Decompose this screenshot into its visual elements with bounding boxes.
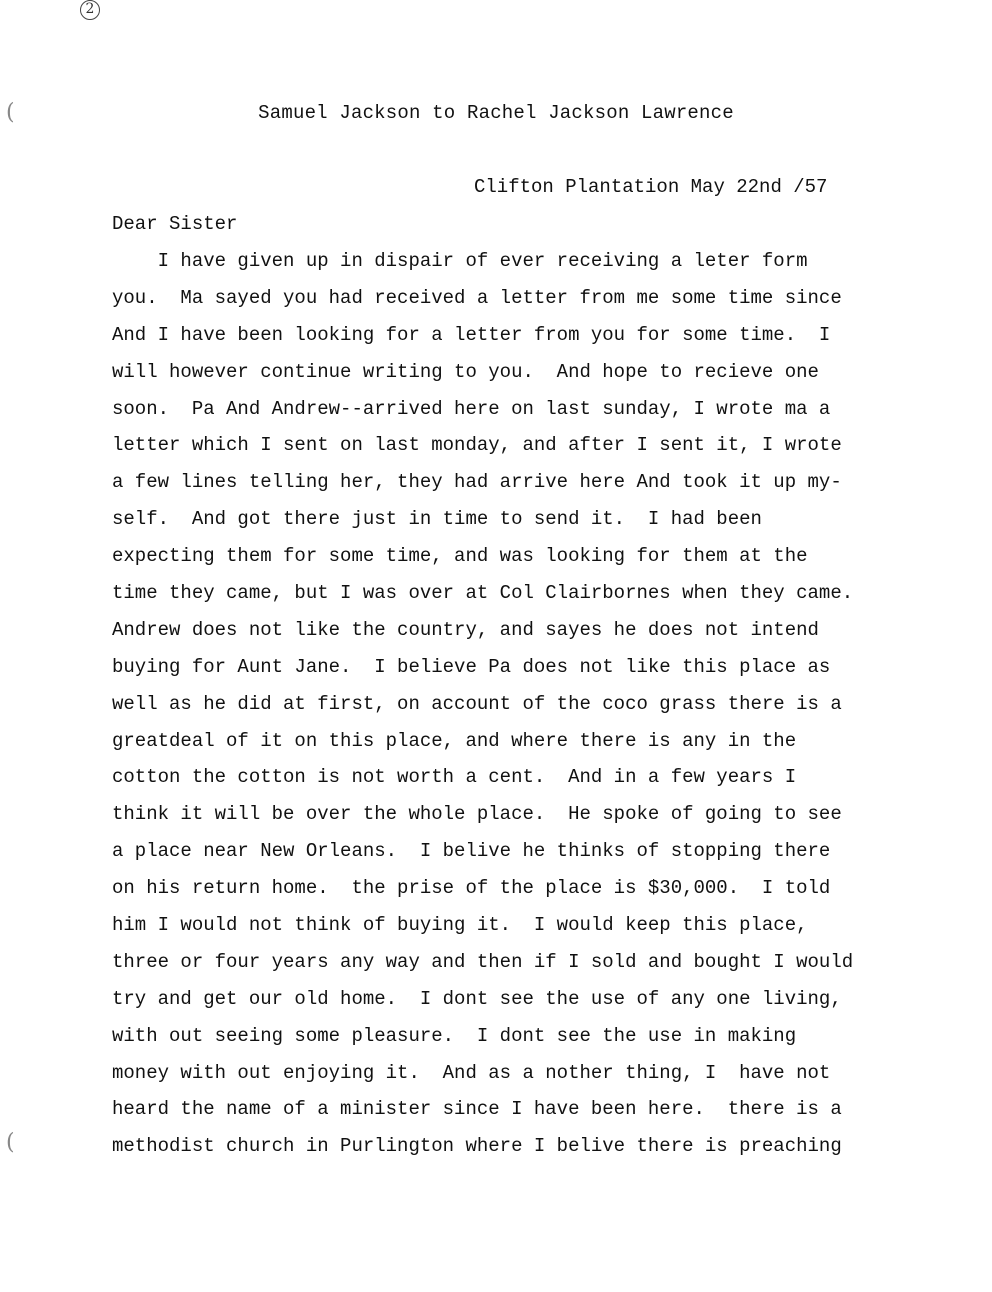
body-line: heard the name of a minister since I have been here. there is a bbox=[112, 1098, 842, 1121]
body-line: him I would not think of buying it. I would keep this place, bbox=[112, 914, 808, 937]
body-line: soon. Pa And Andrew--arrived here on last sunday, I wrote ma a bbox=[112, 397, 831, 420]
page-number: 2 bbox=[80, 0, 100, 20]
body-line: with out seeing some pleasure. I dont see the use in making bbox=[112, 1024, 797, 1047]
letter-body bbox=[112, 250, 902, 1172]
body-line: methodist church in Purlington where I belive there is preaching bbox=[112, 1135, 842, 1158]
body-line: money with out enjoying it. And as a nother thing, I have not bbox=[112, 1061, 831, 1084]
dateline: Clifton Plantation May 22nd /57 bbox=[474, 176, 828, 198]
body-line: buying for Aunt Jane. I believe Pa does not like this place as bbox=[112, 655, 831, 678]
body-line: letter which I sent on last monday, and after I sent it, I wrote bbox=[112, 434, 842, 457]
body-line: Andrew does not like the country, and sayes he does not intend bbox=[112, 618, 819, 641]
body-line: I have given up in dispair of ever receiving a leter form bbox=[112, 250, 808, 272]
margin-mark-top: ( bbox=[6, 100, 15, 125]
body-line: a place near New Orleans. I belive he thinks of stopping there bbox=[112, 840, 831, 863]
salutation: Dear Sister bbox=[112, 213, 238, 235]
body-line: cotton the cotton is not worth a cent. And in a few years I bbox=[112, 766, 797, 789]
body-line: self. And got there just in time to send it. I had been bbox=[112, 508, 762, 531]
body-line: think it will be over the whole place. He spoke of going to see bbox=[112, 803, 842, 826]
body-line: expecting them for some time, and was looking for them at the bbox=[112, 545, 808, 568]
body-line: well as he did at first, on account of the coco grass there is a bbox=[112, 692, 842, 715]
body-line: will however continue writing to you. And hope to recieve one bbox=[112, 360, 819, 383]
body-line: you. Ma sayed you had received a letter from me some time since bbox=[112, 286, 842, 309]
body-line: And I have been looking for a letter from you for some time. I bbox=[112, 323, 831, 346]
body-line: time they came, but I was over at Col Clairbornes when they came. bbox=[112, 582, 854, 605]
body-line: a few lines telling her, they had arrive here And took it up my- bbox=[112, 471, 842, 494]
body-line: try and get our old home. I dont see the use of any one living, bbox=[112, 987, 842, 1010]
margin-mark-bottom: ( bbox=[6, 1130, 15, 1155]
letter-title: Samuel Jackson to Rachel Jackson Lawrence bbox=[258, 102, 734, 124]
body-line: greatdeal of it on this place, and where there is any in the bbox=[112, 729, 797, 752]
body-line: on his return home. the prise of the place is $30,000. I told bbox=[112, 877, 831, 900]
body-line: three or four years any way and then if I sold and bought I would bbox=[112, 950, 854, 973]
